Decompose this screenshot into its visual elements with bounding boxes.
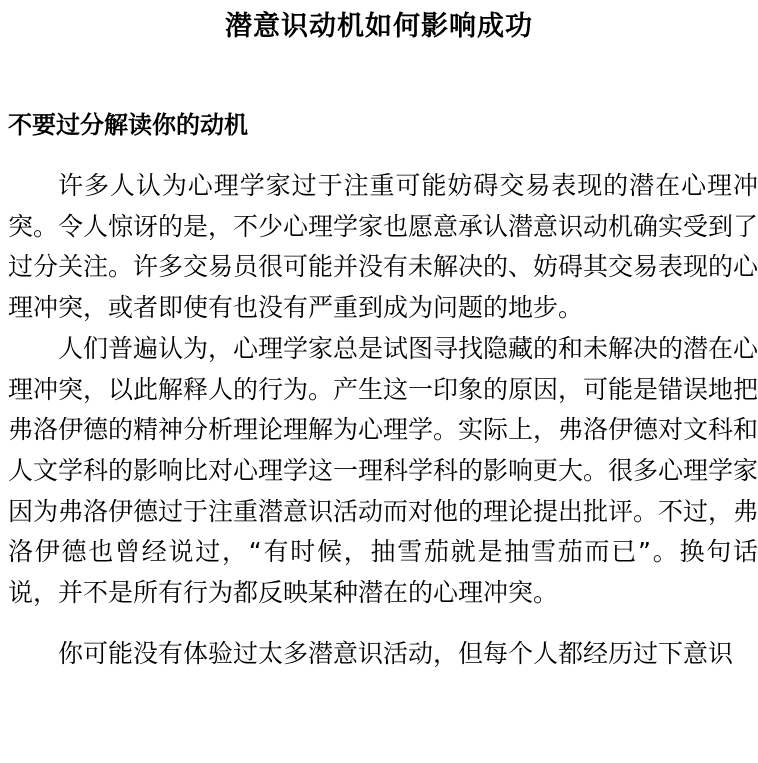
section-heading: 不要过分解读你的动机 (8, 111, 248, 139)
paragraph: 人们普遍认为，心理学家总是试图寻找隐藏的和未解决的潜在心理冲突，以此解释人的行为。产生这一印象的原因，可能是错误地把弗洛伊德的精神分析理论理解为心理学。实际上，弗洛伊德对文科和人文学科的影响比对心理学这一理科学科的影响更大。很多心理学家因为弗洛伊德过于注重潜意识活动而对他的理论提出批评。不过，弗洛伊德也曾经说过，“有时候，抽雪茄就是抽雪茄而已”。换句话说，并不是所有行为都反映某种潜在的心理冲突。 (8, 333, 758, 608)
body-text (8, 166, 758, 674)
chapter-title: 潜意识动机如何影响成功 (225, 11, 533, 42)
paragraph: 许多人认为心理学家过于注重可能妨碍交易表现的潜在心理冲突。令人惊讶的是，不少心理学家也愿意承认潜意识动机确实受到了过分关注。许多交易员很可能并没有未解决的、妨碍其交易表现的心理冲突，或者即使有也没有严重到成为问题的地步。 (8, 171, 758, 323)
paragraph: 你可能没有体验过太多潜意识活动，但每个人都经历过下意识 (58, 638, 734, 668)
